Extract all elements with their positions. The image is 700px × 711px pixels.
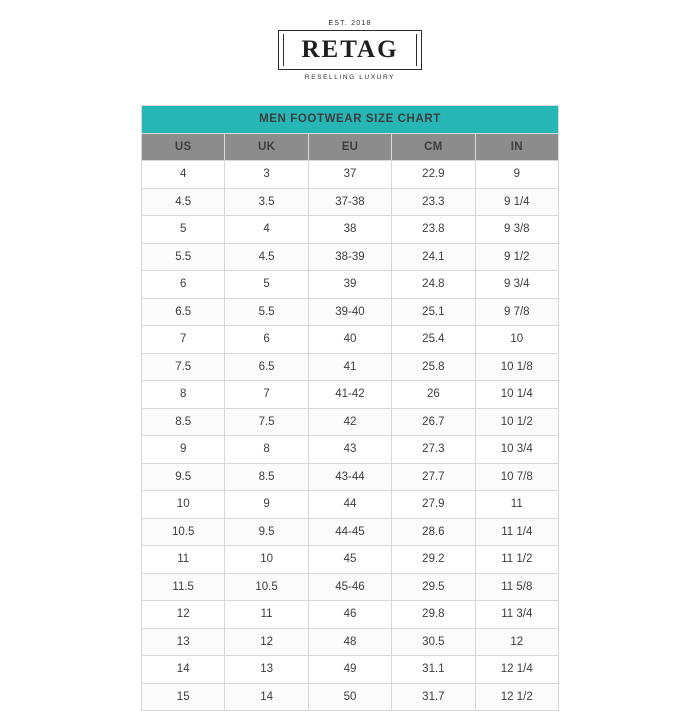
cell-cm: 24.1 <box>392 243 475 271</box>
table-row <box>142 491 559 519</box>
column-header-row <box>142 133 559 161</box>
cell-in: 9 1/4 <box>475 188 558 216</box>
cell-cm: 25.4 <box>392 326 475 354</box>
cell-us: 11.5 <box>142 573 225 601</box>
cell-eu: 38-39 <box>308 243 391 271</box>
cell-eu: 37 <box>308 161 391 189</box>
cell-us: 4 <box>142 161 225 189</box>
column-header-eu: EU <box>308 133 391 161</box>
logo-wordmark: RETAG <box>301 36 399 63</box>
cell-cm: 26 <box>392 381 475 409</box>
cell-cm: 29.2 <box>392 546 475 574</box>
cell-in: 11 3/4 <box>475 601 558 629</box>
cell-us: 14 <box>142 656 225 684</box>
cell-us: 8.5 <box>142 408 225 436</box>
table-row <box>142 601 559 629</box>
column-header-cm: CM <box>392 133 475 161</box>
cell-eu: 43 <box>308 436 391 464</box>
cell-cm: 25.8 <box>392 353 475 381</box>
cell-us: 12 <box>142 601 225 629</box>
cell-in: 10 7/8 <box>475 463 558 491</box>
cell-eu: 50 <box>308 683 391 711</box>
cell-us: 9.5 <box>142 463 225 491</box>
cell-uk: 8 <box>225 436 308 464</box>
cell-eu: 42 <box>308 408 391 436</box>
cell-cm: 23.3 <box>392 188 475 216</box>
cell-cm: 25.1 <box>392 298 475 326</box>
cell-uk: 9.5 <box>225 518 308 546</box>
cell-cm: 30.5 <box>392 628 475 656</box>
cell-eu: 38 <box>308 216 391 244</box>
page-title: MEN FOOTWEAR SIZE CHART <box>142 106 559 134</box>
cell-in: 10 1/8 <box>475 353 558 381</box>
cell-cm: 31.1 <box>392 656 475 684</box>
column-header-in: IN <box>475 133 558 161</box>
cell-uk: 10 <box>225 546 308 574</box>
cell-uk: 5 <box>225 271 308 299</box>
cell-cm: 31.7 <box>392 683 475 711</box>
cell-in: 9 7/8 <box>475 298 558 326</box>
cell-uk: 12 <box>225 628 308 656</box>
table-row <box>142 463 559 491</box>
cell-us: 6.5 <box>142 298 225 326</box>
table-row <box>142 408 559 436</box>
cell-eu: 44 <box>308 491 391 519</box>
cell-in: 11 1/2 <box>475 546 558 574</box>
cell-eu: 43-44 <box>308 463 391 491</box>
cell-us: 11 <box>142 546 225 574</box>
table-row <box>142 436 559 464</box>
cell-uk: 14 <box>225 683 308 711</box>
cell-cm: 28.6 <box>392 518 475 546</box>
cell-uk: 3 <box>225 161 308 189</box>
cell-eu: 37-38 <box>308 188 391 216</box>
cell-eu: 44-45 <box>308 518 391 546</box>
cell-eu: 49 <box>308 656 391 684</box>
cell-cm: 22.9 <box>392 161 475 189</box>
logo-frame <box>278 30 421 70</box>
table-row <box>142 546 559 574</box>
cell-in: 9 <box>475 161 558 189</box>
cell-eu: 45 <box>308 546 391 574</box>
cell-in: 9 3/8 <box>475 216 558 244</box>
table-row <box>142 353 559 381</box>
cell-in: 11 <box>475 491 558 519</box>
cell-uk: 4.5 <box>225 243 308 271</box>
cell-in: 10 3/4 <box>475 436 558 464</box>
cell-cm: 27.7 <box>392 463 475 491</box>
cell-us: 5.5 <box>142 243 225 271</box>
cell-us: 7 <box>142 326 225 354</box>
cell-us: 15 <box>142 683 225 711</box>
cell-eu: 45-46 <box>308 573 391 601</box>
size-chart-table <box>141 105 559 711</box>
table-row <box>142 573 559 601</box>
cell-eu: 39 <box>308 271 391 299</box>
cell-cm: 29.8 <box>392 601 475 629</box>
cell-us: 7.5 <box>142 353 225 381</box>
cell-us: 10.5 <box>142 518 225 546</box>
table-row <box>142 271 559 299</box>
logo-tagline: RESELLING LUXURY <box>304 74 396 81</box>
cell-eu: 40 <box>308 326 391 354</box>
table-row <box>142 656 559 684</box>
table-row <box>142 216 559 244</box>
table-row <box>142 161 559 189</box>
cell-eu: 41-42 <box>308 381 391 409</box>
cell-us: 8 <box>142 381 225 409</box>
cell-us: 10 <box>142 491 225 519</box>
cell-eu: 48 <box>308 628 391 656</box>
cell-cm: 29.5 <box>392 573 475 601</box>
cell-cm: 27.3 <box>392 436 475 464</box>
cell-uk: 4 <box>225 216 308 244</box>
cell-uk: 9 <box>225 491 308 519</box>
cell-us: 13 <box>142 628 225 656</box>
brand-logo <box>0 20 700 81</box>
cell-in: 12 1/2 <box>475 683 558 711</box>
table-row <box>142 326 559 354</box>
cell-uk: 8.5 <box>225 463 308 491</box>
chart-title-row <box>142 106 559 134</box>
cell-in: 10 1/2 <box>475 408 558 436</box>
table-row <box>142 628 559 656</box>
cell-eu: 46 <box>308 601 391 629</box>
cell-uk: 6 <box>225 326 308 354</box>
column-header-us: US <box>142 133 225 161</box>
cell-cm: 24.8 <box>392 271 475 299</box>
size-chart-body <box>142 161 559 711</box>
cell-us: 4.5 <box>142 188 225 216</box>
cell-in: 12 1/4 <box>475 656 558 684</box>
table-row <box>142 188 559 216</box>
table-row <box>142 683 559 711</box>
cell-cm: 23.8 <box>392 216 475 244</box>
table-row <box>142 381 559 409</box>
cell-eu: 39-40 <box>308 298 391 326</box>
cell-uk: 5.5 <box>225 298 308 326</box>
size-chart-table-wrapper <box>141 105 559 711</box>
cell-uk: 11 <box>225 601 308 629</box>
logo-established-text: EST. 2018 <box>328 20 372 27</box>
cell-in: 9 1/2 <box>475 243 558 271</box>
cell-in: 10 <box>475 326 558 354</box>
cell-us: 6 <box>142 271 225 299</box>
cell-in: 10 1/4 <box>475 381 558 409</box>
cell-us: 5 <box>142 216 225 244</box>
cell-uk: 3.5 <box>225 188 308 216</box>
table-row <box>142 243 559 271</box>
cell-us: 9 <box>142 436 225 464</box>
cell-in: 12 <box>475 628 558 656</box>
cell-eu: 41 <box>308 353 391 381</box>
table-row <box>142 298 559 326</box>
column-header-uk: UK <box>225 133 308 161</box>
table-row <box>142 518 559 546</box>
cell-in: 9 3/4 <box>475 271 558 299</box>
cell-uk: 7.5 <box>225 408 308 436</box>
cell-cm: 27.9 <box>392 491 475 519</box>
cell-cm: 26.7 <box>392 408 475 436</box>
cell-in: 11 1/4 <box>475 518 558 546</box>
cell-uk: 10.5 <box>225 573 308 601</box>
cell-uk: 13 <box>225 656 308 684</box>
cell-uk: 6.5 <box>225 353 308 381</box>
cell-in: 11 5/8 <box>475 573 558 601</box>
cell-uk: 7 <box>225 381 308 409</box>
